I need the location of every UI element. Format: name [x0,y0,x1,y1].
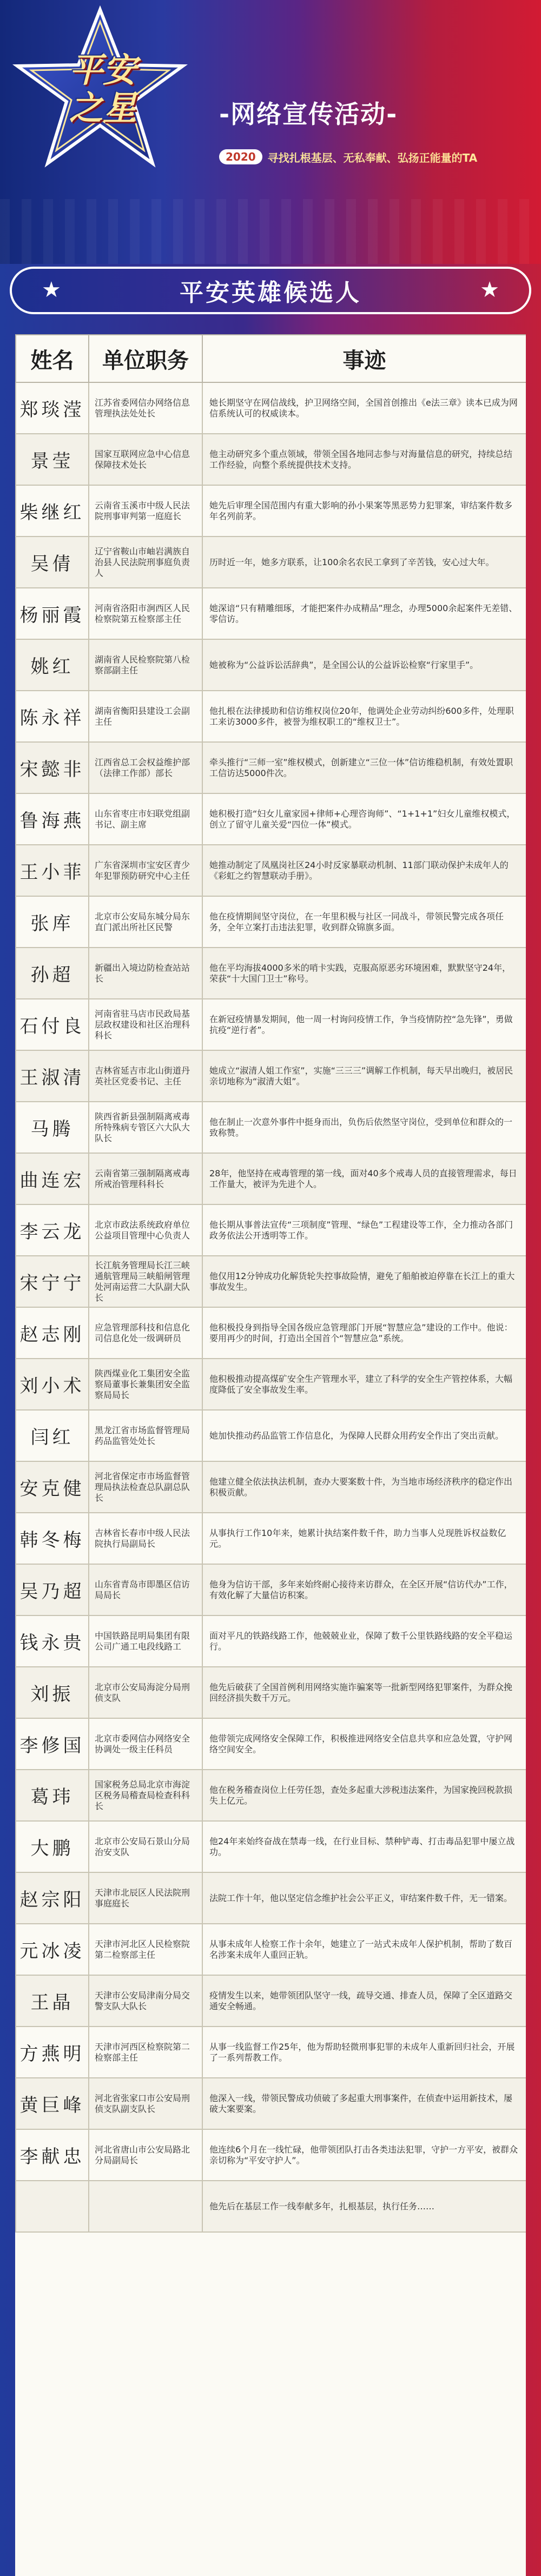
candidate-position: 北京市公安局东城分局东直门派出所社区民警 [89,896,202,948]
header-position: 单位职务 [89,335,202,382]
candidate-deed: 疫情发生以来，她带领团队坚守一线，疏导交通、排查人员，保障了全区道路交通安全畅通。 [202,1975,526,2027]
header-banner [0,0,541,264]
table-row [16,1050,526,1102]
table-row [16,1615,526,1667]
table-row [16,639,526,691]
candidate-deed: 他积极推动提高煤矿安全生产管理水平，建立了科学的安全生产管控体系，大幅度降低了安全事故发生率。 [202,1359,526,1410]
candidate-position: 江西省总工会权益维护部（法律工作部）部长 [89,742,202,793]
candidate-name: 安克健 [16,1461,89,1513]
table-row [16,2078,526,2129]
candidate-deed: 他24年来始终奋战在禁毒一线，在行业目标、禁种铲毒、打击毒品犯罪中屡立战功。 [202,1821,526,1872]
header-name: 姓名 [16,335,89,382]
candidate-position: 北京市委网信办网络安全协调处一级主任科员 [89,1718,202,1770]
candidate-name [16,2181,89,2232]
candidate-name: 宋懿非 [16,742,89,793]
candidate-deed: 她深谙“只有精雕细琢，才能把案件办成精品”理念，办理5000余起案件无差错、零信访。 [202,588,526,639]
candidate-deed: 她成立“淑清人姐工作室”，实施“三三三”调解工作机制，每天早出晚归，被居民亲切地称为“淑清大姐”。 [202,1050,526,1102]
candidate-position: 陕西省新县强制隔离戒毒所特殊病专管区六大队大队长 [89,1102,202,1153]
table-row [16,742,526,793]
candidate-position: 国家税务总局北京市海淀区税务局稽查局检查科科长 [89,1770,202,1821]
candidate-name: 吴倩 [16,537,89,588]
candidate-name: 韩冬梅 [16,1513,89,1564]
table-row [16,999,526,1050]
candidate-position: 江苏省委网信办网络信息管理执法处处长 [89,382,202,434]
candidate-position: 湖南省衡阳县建设工会副主任 [89,691,202,742]
candidate-deed: 他建立健全依法执法机制，查办大要案数十件，为当地市场经济秩序的稳定作出积极贡献。 [202,1461,526,1513]
candidate-name: 马腾 [16,1102,89,1153]
candidate-name: 方燕明 [16,2027,89,2078]
candidate-position: 中国铁路昆明局集团有限公司广通工电段线路工 [89,1615,202,1667]
table-row [16,1102,526,1153]
candidate-name: 李云龙 [16,1204,89,1256]
candidate-name: 景莹 [16,434,89,485]
candidate-name: 郑琰滢 [16,382,89,434]
candidate-name: 钱永贵 [16,1615,89,1667]
candidate-name: 李修国 [16,1718,89,1770]
candidate-deed: 法院工作十年，他以坚定信念维护社会公平正义，审结案件数千件，无一错案。 [202,1872,526,1924]
star-icon: ★ [42,277,61,302]
candidate-position: 黑龙江省市场监督管理局药品监管处处长 [89,1410,202,1461]
candidate-deed: 从事一线监督工作25年，他为帮助轻微刑事犯罪的未成年人重新回归社会，开展了一系列帮教工作。 [202,2027,526,2078]
table-row [16,1307,526,1359]
candidate-name: 大鹏 [16,1821,89,1872]
slogan-row [219,146,477,168]
candidate-deed: 牵头推行“三师一室”维权模式，创新建立“三位一体”信访维稳机制，有效处置职工信访达5000件次。 [202,742,526,793]
candidate-deed: 28年，他坚持在戒毒管理的第一线，面对40多个戒毒人员的直接管理需求，每日工作量大，被评为先进个人。 [202,1153,526,1204]
table-row [16,1872,526,1924]
candidate-deed: 他在税务稽查岗位上任劳任怨，查处多起重大涉税违法案件，为国家挽回税款损失上亿元。 [202,1770,526,1821]
table-row [16,1924,526,1975]
candidate-position: 天津市河北区人民检察院第二检察部主任 [89,1924,202,1975]
table-row [16,2027,526,2078]
candidate-name: 赵宗阳 [16,1872,89,1924]
table-row [16,1770,526,1821]
candidate-name: 鲁海燕 [16,793,89,845]
candidate-deed: 他扎根在法律援助和信访维权岗位20年，他调处企业劳动纠纷600多件，处理职工来访3000多件，被誉为维权职工的“维权卫士”。 [202,691,526,742]
table-row [16,588,526,639]
candidate-deed: 她被称为“公益诉讼活辞典”，是全国公认的公益诉讼检察“行家里手”。 [202,639,526,691]
table-row [16,948,526,999]
candidate-position [89,2181,202,2232]
candidate-position: 山东省青岛市即墨区信访局局长 [89,1564,202,1615]
candidate-deed: 她加快推动药品监管工作信息化，为保障人民群众用药安全作出了突出贡献。 [202,1410,526,1461]
candidate-position: 山东省枣庄市妇联党组副书记、副主席 [89,793,202,845]
candidate-position: 河北省保定市市场监督管理局执法检查总队副总队长 [89,1461,202,1513]
candidate-deed: 他身为信访干部，多年来始终耐心接待来访群众，在全区开展“信访代办”工作，有效化解了大量信访积案。 [202,1564,526,1615]
header-deed: 事迹 [202,335,526,382]
table-body [16,382,526,2232]
table-row [16,1821,526,1872]
candidate-name: 黄巨峰 [16,2078,89,2129]
candidate-deed: 面对平凡的铁路线路工作，他兢兢业业，保障了数千公里铁路线路的安全平稳运行。 [202,1615,526,1667]
candidate-position: 河北省张家口市公安局刑侦支队副支队长 [89,2078,202,2129]
table-row [16,1513,526,1564]
candidate-name: 李献忠 [16,2129,89,2181]
table-row [16,1153,526,1204]
table-row [16,2129,526,2181]
candidate-position: 陕西煤业化工集团安全监察局董事长兼集团安全监察局局长 [89,1359,202,1410]
candidate-deed: 从事未成年人检察工作十余年，她建立了一站式未成年人保护机制，帮助了数百名涉案未成年人重回正轨。 [202,1924,526,1975]
table-row [16,1667,526,1718]
table-row [16,1410,526,1461]
candidate-deed: 他在平均海拔4000多米的哨卡实践，克服高原恶劣环境困难，默默坚守24年，荣获“十大国门卫士”称号。 [202,948,526,999]
candidate-position: 国家互联网应急中心信息保障技术处长 [89,434,202,485]
candidate-deed: 历时近一年，她多方联系，让100余名农民工拿到了辛苦钱，安心过大年。 [202,537,526,588]
slogan-text: 寻找扎根基层、无私奉献、弘扬正能量的TA [267,151,478,164]
candidate-deed: 他在制止一次意外事件中挺身而出，负伤后依然坚守岗位，受到单位和群众的一致称赞。 [202,1102,526,1153]
candidate-position: 新疆出入境边防检查站站长 [89,948,202,999]
candidate-position: 天津市公安局津南分局交警支队大队长 [89,1975,202,2027]
candidate-position: 河南省驻马店市民政局基层政权建设和社区治理科科长 [89,999,202,1050]
candidate-name: 柴继红 [16,485,89,537]
candidate-name: 宋宁宁 [16,1256,89,1307]
logo-line-2: 之星 [69,88,136,128]
table-row [16,1359,526,1410]
candidate-name: 吴乃超 [16,1564,89,1615]
candidate-name: 曲连宏 [16,1153,89,1204]
candidate-deed: 她长期坚守在网信战线，护卫网络空间，全国首创推出《e法三章》读本已成为网信系统认可的权威读本。 [202,382,526,434]
candidate-deed: 她推动制定了凤凰岗社区24小时反家暴联动机制、11部门联动保护未成年人的《彩虹之约智慧联动手册》。 [202,845,526,896]
candidate-name: 张库 [16,896,89,948]
table-row [16,485,526,537]
table-row [16,1975,526,2027]
candidate-name: 姚红 [16,639,89,691]
table-row [16,2181,526,2232]
candidate-name: 杨丽霞 [16,588,89,639]
candidate-deed: 他长期从事普法宣传“三项制度”管理、“绿色”工程建设等工作，全力推动各部门政务依法公开透明等工作。 [202,1204,526,1256]
star-icon: ★ [480,277,499,302]
table-row [16,434,526,485]
candidate-deed: 他连续6个月在一线忙碌，他带领团队打击各类违法犯罪，守护一方平安，被群众亲切称为“平安守护人”。 [202,2129,526,2181]
table-row [16,1564,526,1615]
candidate-position: 辽宁省鞍山市岫岩满族自治县人民法院刑事庭负责人 [89,537,202,588]
candidate-deed: 他带领完成网络安全保障工作，积极推进网络安全信息共享和应急处置，守护网络空间安全。 [202,1718,526,1770]
candidate-deed: 从事执行工作10年来，她累计执结案件数千件，助力当事人兑现胜诉权益数亿元。 [202,1513,526,1564]
table-row [16,537,526,588]
table-row [16,1461,526,1513]
candidate-deed: 他先后在基层工作一线奉献多年，扎根基层，执行任务…… [202,2181,526,2232]
table-row [16,1204,526,1256]
candidate-position: 湖南省人民检察院第八检察部副主任 [89,639,202,691]
table-row [16,896,526,948]
candidate-deed: 他深入一线，带领民警成功侦破了多起重大刑事案件，在侦查中运用新技术，屡破大案要案。 [202,2078,526,2129]
candidate-position: 北京市公安局石景山分局治安支队 [89,1821,202,1872]
candidate-name: 刘小术 [16,1359,89,1410]
candidate-name: 刘振 [16,1667,89,1718]
candidate-position: 吉林省长春市中级人民法院执行局副局长 [89,1513,202,1564]
candidate-position: 云南省玉溪市中级人民法院刑事审判第一庭庭长 [89,485,202,537]
candidate-deed: 她积极打造“妇女儿童家园+律师+心理咨询师”、“1+1+1”妇女儿童维权模式，创立了留守儿童关爱“四位一体”模式。 [202,793,526,845]
candidate-name: 王淑清 [16,1050,89,1102]
candidate-name: 石付良 [16,999,89,1050]
candidate-position: 北京市政法系统政府单位公益项目管理中心负责人 [89,1204,202,1256]
candidate-deed: 她先后审理全国范围内有重大影响的孙小果案等黑恶势力犯罪案，审结案件数多年名列前茅。 [202,485,526,537]
candidate-name: 赵志刚 [16,1307,89,1359]
table-row [16,1718,526,1770]
candidate-position: 天津市北辰区人民法院刑事庭庭长 [89,1872,202,1924]
candidate-name: 王小菲 [16,845,89,896]
candidate-deed: 他先后破获了全国首例利用网络实施诈骗案等一批新型网络犯罪案件，为群众挽回经济损失数千万元。 [202,1667,526,1718]
candidate-deed: 他积极投身到指导全国各级应急管理部门开展“智慧应急”建设的工作中。他说：要用再少的时间，打造出全国首个“智慧应急”系统。 [202,1307,526,1359]
candidate-name: 孙超 [16,948,89,999]
candidate-name: 元冰凌 [16,1924,89,1975]
candidate-table [15,334,526,2233]
candidate-position: 长江航务管理局长江三峡通航管理局三峡船闸管理处河南运营二大队副大队长 [89,1256,202,1307]
table-header-row [16,335,526,382]
table-row [16,845,526,896]
candidate-table-container [15,334,526,2576]
table-row [16,691,526,742]
candidate-position: 云南省第三强制隔离戒毒所戒治管理科科长 [89,1153,202,1204]
section-title: 平安英雄候选人 [180,279,361,307]
city-skyline [0,199,541,264]
table-row [16,793,526,845]
logo-text [41,51,165,127]
candidate-position: 应急管理部科技和信息化司信息化处一级调研员 [89,1307,202,1359]
candidate-position: 河南省洛阳市涧西区人民检察院第五检察部主任 [89,588,202,639]
year-badge: 2020 [219,149,262,164]
candidate-deed: 他仅用12分钟成功化解货轮失控事故险情，避免了船舶被迫停靠在长江上的重大事故发生。 [202,1256,526,1307]
candidate-position: 天津市河西区检察院第二检察部主任 [89,2027,202,2078]
candidate-position: 吉林省延吉市北山街道丹英社区党委书记、主任 [89,1050,202,1102]
candidate-name: 王晶 [16,1975,89,2027]
candidate-name: 闫红 [16,1410,89,1461]
campaign-title: -网络宣传活动- [219,100,398,129]
candidate-deed: 他在疫情期间坚守岗位，在一年里积极与社区一同战斗，带领民警完成各项任务，全年立案打击违法犯罪，收到群众锦旗多面。 [202,896,526,948]
candidate-position: 河北省唐山市公安局路北分局副局长 [89,2129,202,2181]
candidate-deed: 他主动研究多个重点领域，带领全国各地同志参与对海量信息的研究，持续总结工作经验，向整个系统提供技术支持。 [202,434,526,485]
table-row [16,1256,526,1307]
table-row [16,382,526,434]
section-banner [10,267,531,314]
candidate-position: 广东省深圳市宝安区青少年犯罪预防研究中心主任 [89,845,202,896]
candidate-deed: 在新冠疫情暴发期间，他一周一村询问疫情工作，争当疫情防控“急先锋”，勇做抗疫“逆行者”。 [202,999,526,1050]
candidate-position: 北京市公安局海淀分局刑侦支队 [89,1667,202,1718]
candidate-name: 葛玮 [16,1770,89,1821]
logo-line-1: 平安 [69,50,136,90]
candidate-name: 陈永祥 [16,691,89,742]
